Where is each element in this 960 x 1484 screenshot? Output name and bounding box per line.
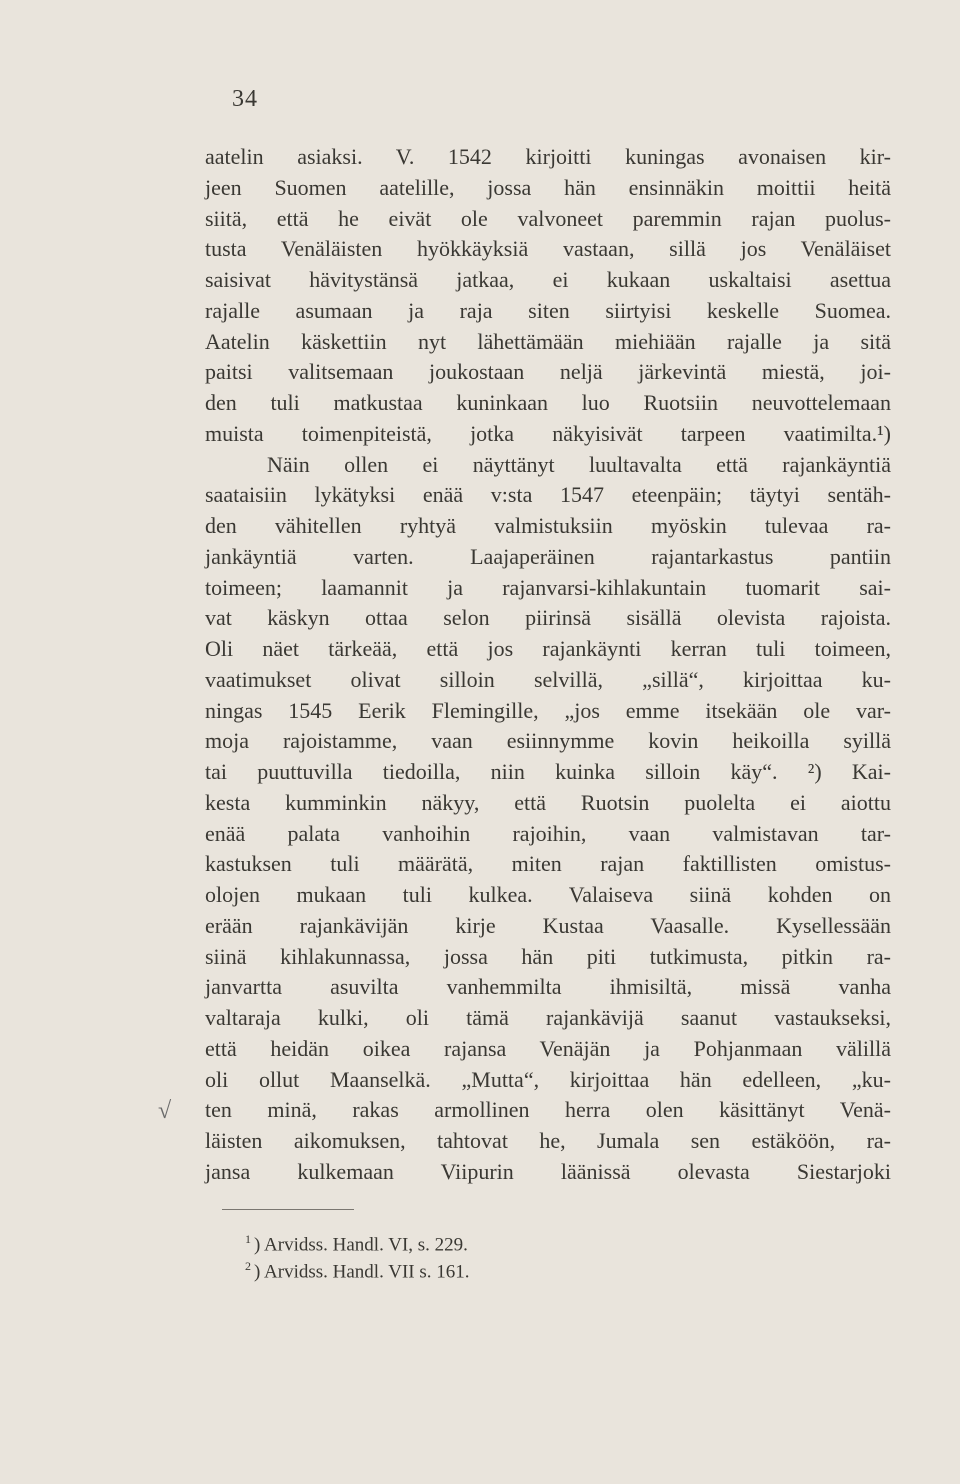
footnote-marker: 1 — [245, 1232, 251, 1246]
text-line: jansa kulkemaan Viipurin läänissä olevasta Siestarjoki — [205, 1158, 891, 1184]
text-line: olojen mukaan tuli kulkea. Valaiseva siinä kohden on — [205, 882, 891, 907]
footnotes — [245, 1226, 470, 1283]
margin-check-mark: √ — [158, 1098, 172, 1124]
text-line: Näin ollen ei näyttänyt luultavalta että rajankäyntiä — [267, 451, 891, 477]
text-line: jankäyntiä varten. Laajaperäinen rajantarkastus pantiin — [205, 543, 891, 569]
text-line: oli ollut Maanselkä. „Mutta“, kirjoittaa hän edelleen, „ku- — [205, 1066, 891, 1092]
text-line: toimeen; laamannit ja rajanvarsi-kihlakuntain tuomarit sai- — [205, 574, 891, 600]
text-line: siinä kihlakunnassa, jossa hän piti tutkimusta, pitkin ra- — [205, 943, 891, 969]
text-line: valtaraja kulki, oli tämä rajankävijä saanut vastaukseksi, — [205, 1005, 891, 1030]
text-line: moja rajoistamme, vaan esiinnymme kovin heikoilla syillä — [205, 728, 891, 754]
body-text — [205, 142, 891, 1188]
footnote — [245, 1226, 470, 1256]
text-line: den tuli matkustaa kuninkaan luo Ruotsiin neuvottelemaan — [205, 390, 891, 415]
text-line: tai puuttuvilla tiedoilla, niin kuinka silloin käy“. ²) Kai- — [205, 759, 891, 784]
text-line: Aatelin käskettiin nyt lähettämään miehiään rajalle ja sitä — [205, 328, 891, 354]
text-line: ningas 1545 Eerik Flemingille, „jos emme itsekään ole var- — [205, 697, 891, 723]
text-line: janvartta asuvilta vanhemmilta ihmisiltä, missä vanha — [205, 974, 891, 1000]
footnote-divider — [222, 1209, 354, 1210]
text-line: että heidän oikea rajansa Venäjän ja Pohjanmaan välillä — [205, 1035, 891, 1061]
text-line: kesta kumminkin näkyy, että Ruotsin puolelta ei aiottu — [205, 789, 891, 815]
text-line: tusta Venäläisten hyökkäyksiä vastaan, sillä jos Venäläiset — [205, 236, 891, 262]
footnote-text: ) Arvidss. Handl. VI, s. 229. — [254, 1234, 468, 1256]
footnote-marker: 2 — [245, 1259, 251, 1273]
text-line: rajalle asumaan ja raja siten siirtyisi keskelle Suomea. — [205, 297, 891, 323]
text-line: den vähitellen ryhtyä valmistuksiin myöskin tulevaa ra- — [205, 513, 891, 538]
footnote-text: ) Arvidss. Handl. VII s. 161. — [254, 1261, 470, 1283]
text-line: erään rajankävijän kirje Kustaa Vaasalle. Kysellessään — [205, 912, 891, 938]
text-line: aatelin asiaksi. V. 1542 kirjoitti kuningas avonaisen kir- — [205, 144, 891, 169]
text-line: muista toimenpiteistä, jotka näkyisivät tarpeen vaatimilta.¹) — [205, 420, 891, 446]
text-line: saataisiin lykätyksi enää v:sta 1547 eteenpäin; täytyi sentäh- — [205, 482, 891, 508]
text-line: saisivat hävitystänsä jatkaa, ei kukaan uskaltaisi asettua — [205, 267, 891, 292]
text-line: vat käskyn ottaa selon piirinsä sisällä olevista rajoista. — [205, 605, 891, 631]
footnote — [245, 1253, 470, 1283]
text-line: vaatimukset olivat silloin selvillä, „sillä“, kirjoittaa ku- — [205, 666, 891, 692]
text-line: siitä, että he eivät ole valvoneet paremmin rajan puolus- — [205, 205, 891, 231]
text-line: ten minä, rakas armollinen herra olen käsittänyt Venä- — [205, 1097, 891, 1123]
text-line: Oli näet tärkeää, että jos rajankäynti kerran tuli toimeen, — [205, 636, 891, 661]
text-line: jeen Suomen aatelille, jossa hän ensinnäkin moittii heitä — [205, 174, 891, 200]
text-line: läisten aikomuksen, tahtovat he, Jumala sen estäköön, ra- — [205, 1128, 891, 1153]
text-line: enää palata vanhoihin rajoihin, vaan valmistavan tar- — [205, 820, 891, 846]
text-line: kastuksen tuli määrätä, miten rajan faktillisten omistus- — [205, 851, 891, 877]
text-line: paitsi valitsemaan joukostaan neljä järkevintä miestä, joi- — [205, 359, 891, 385]
page-number: 34 — [232, 86, 258, 112]
